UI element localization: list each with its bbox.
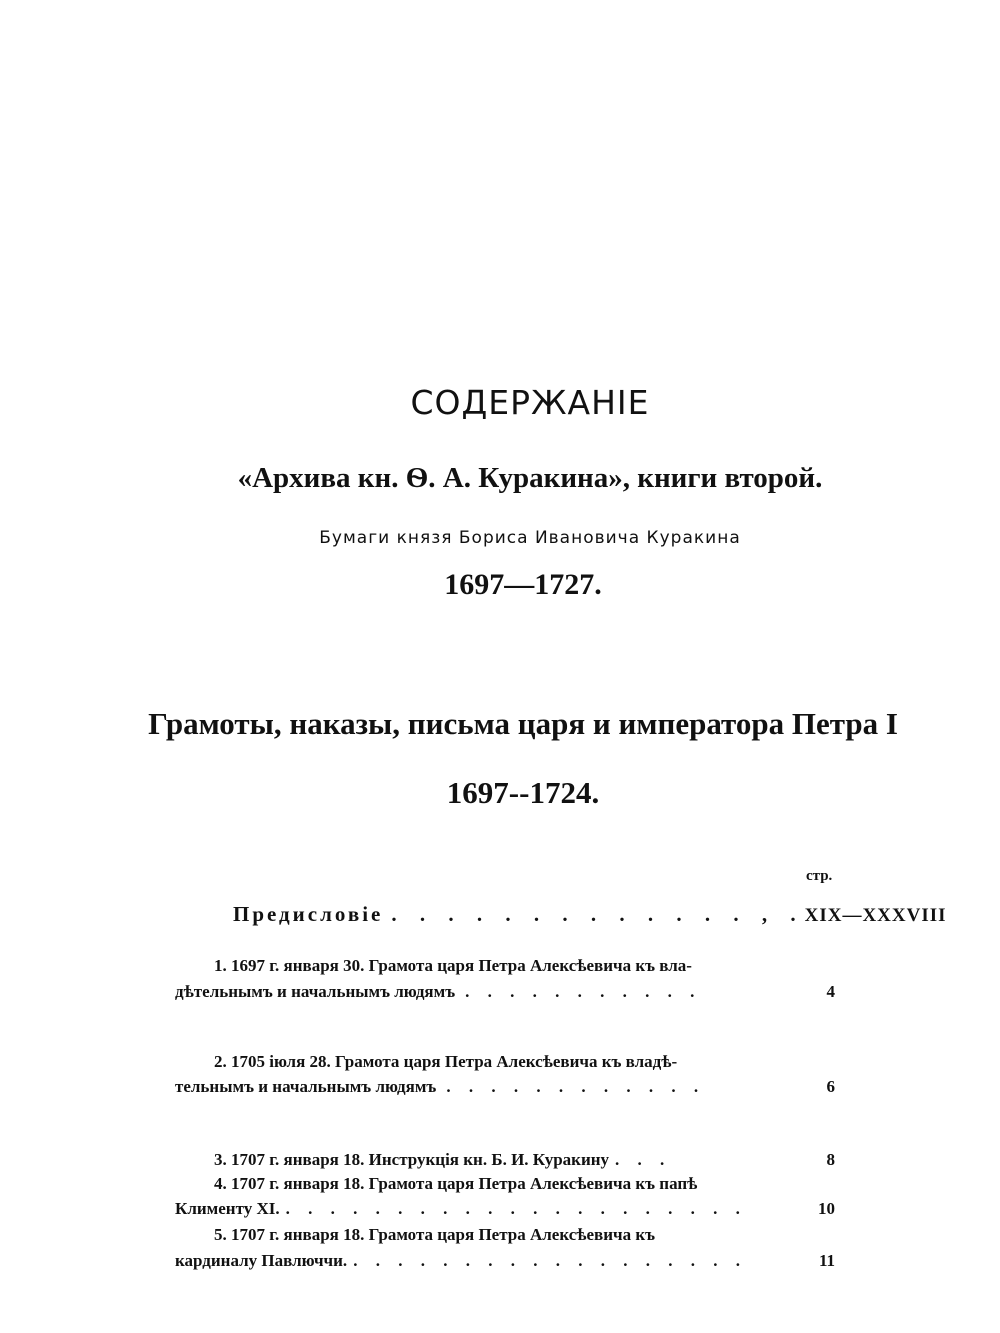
toc-entry-page: 11 <box>818 1251 835 1270</box>
preface-pages: XIX—XXXVIII <box>804 905 947 926</box>
leader-dots: . . . . . . . . . . . . . , . <box>391 902 805 926</box>
toc-entry-text: кардиналу Павлюччи. <box>175 1251 348 1270</box>
toc-entry-1-line1[interactable]: 1. 1697 г. января 30. Грамота царя Петра Алексѣевича къ вла- <box>214 956 692 975</box>
archive-subtitle: «Архива кн. Ѳ. А. Куракина», книги второй. <box>237 462 823 494</box>
toc-entry-4-line1[interactable]: 4. 1707 г. января 18. Грамота царя Петра Алексѣевича къ папѣ <box>214 1174 698 1193</box>
section-years: 1697--1724. <box>446 775 600 810</box>
contents-title: СОДЕРЖАНІЕ <box>410 383 650 422</box>
leader-dots: . . . <box>615 1150 672 1169</box>
preface-label: Предисловіе <box>233 902 384 926</box>
toc-entry-page: 4 <box>826 982 835 1001</box>
leader-dots: . . . . . . . . . . . . . . . . . . . . . <box>285 1199 747 1218</box>
toc-entry-5-line2[interactable] <box>175 1251 835 1271</box>
toc-entry-4-line2[interactable] <box>175 1199 835 1219</box>
toc-entry-2-line1[interactable]: 2. 1705 іюля 28. Грамота царя Петра Алексѣевича къ владѣ- <box>214 1052 678 1071</box>
page-column-label: стр. <box>806 868 833 884</box>
papers-subtitle: Бумаги князя Бориса Ивановича Куракина <box>319 528 741 548</box>
section-title: Грамоты, наказы, письма царя и императора Петра I <box>148 706 898 741</box>
toc-entry-page: 10 <box>818 1199 835 1218</box>
toc-entry-text: 3. 1707 г. января 18. Инструкція кн. Б. И. Куракину <box>214 1150 610 1169</box>
toc-entry-1-line2[interactable] <box>175 982 835 1002</box>
toc-entry-text: тельнымъ и начальнымъ людямъ <box>175 1077 437 1096</box>
leader-dots: . . . . . . . . . . . . . . . . . . <box>353 1251 747 1270</box>
toc-entry-5-line1[interactable]: 5. 1707 г. января 18. Грамота царя Петра Алексѣевича къ <box>214 1225 656 1244</box>
toc-entry-3[interactable] <box>214 1150 835 1170</box>
papers-years: 1697—1727. <box>444 568 602 601</box>
toc-entry-text: дѣтельнымъ и начальнымъ людямъ <box>175 982 456 1001</box>
preface-entry[interactable] <box>233 902 947 927</box>
toc-entry-page: 6 <box>826 1077 835 1096</box>
toc-entry-page: 8 <box>826 1150 835 1169</box>
toc-entry-text: Клименту XI. <box>175 1199 280 1218</box>
leader-dots: . . . . . . . . . . . . <box>446 1077 706 1096</box>
toc-entry-2-line2[interactable] <box>175 1077 835 1097</box>
leader-dots: . . . . . . . . . . . <box>465 982 702 1001</box>
